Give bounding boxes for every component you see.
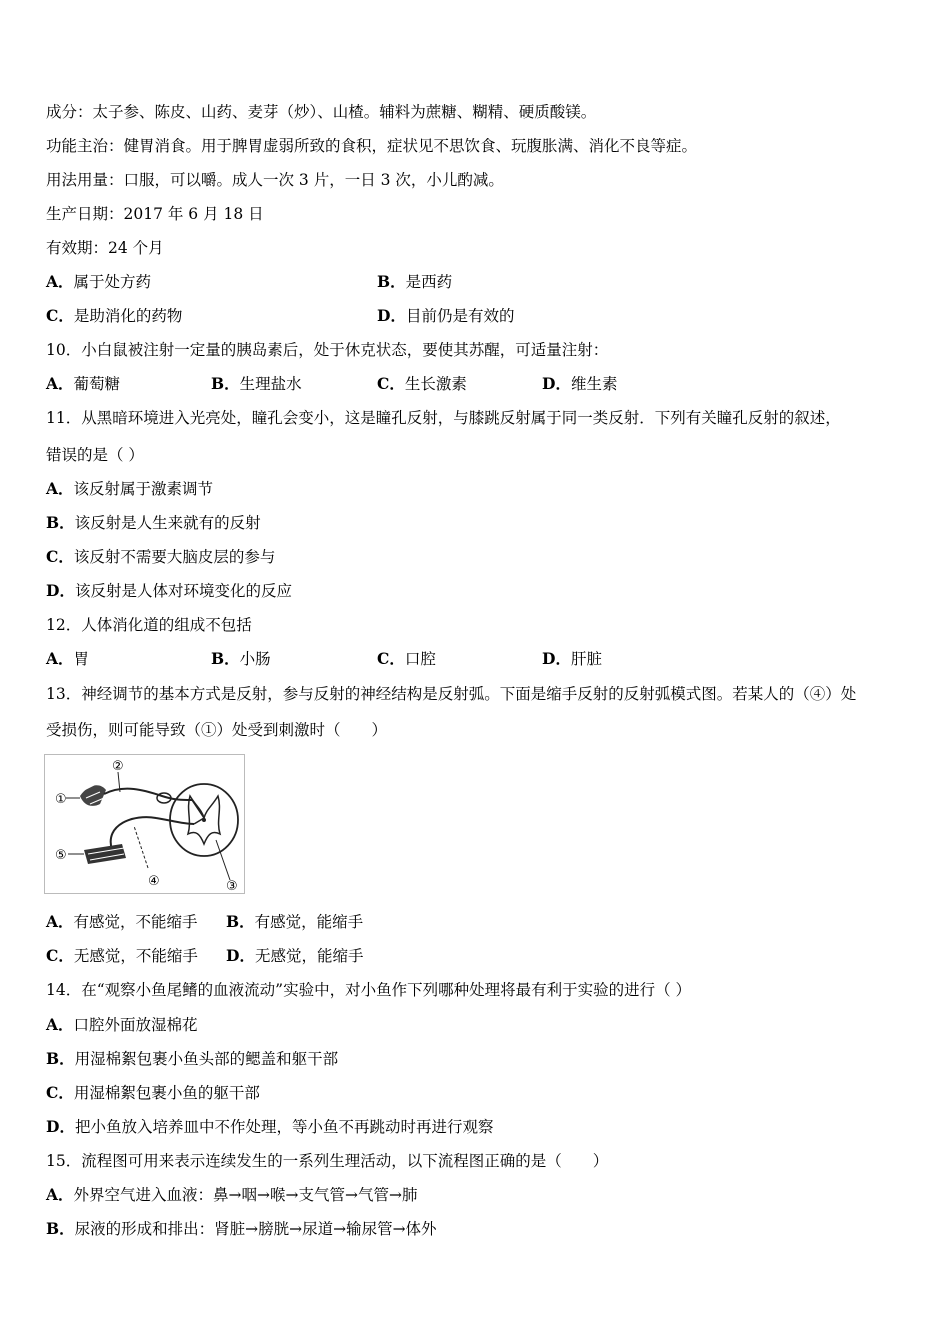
option-a: A．胃: [46, 649, 90, 668]
figure-label-5: ⑤: [55, 848, 67, 863]
question-11-stem-cont: 错误的是（ ）: [46, 446, 144, 464]
figure-label-4: ④: [148, 874, 160, 889]
figure-label-2: ②: [112, 759, 124, 774]
option-a: A．葡萄糖: [46, 374, 121, 393]
drug-validity: 有效期：24 个月: [46, 239, 164, 257]
option-c: C．生长激素: [377, 374, 467, 393]
option-b: B．生理盐水: [211, 374, 302, 393]
figure-label-1: ①: [55, 792, 67, 807]
figure-label-3: ③: [226, 879, 238, 894]
option-a: A．属于处方药: [46, 272, 152, 291]
option-d: D．把小鱼放入培养皿中不作处理，等小鱼不再跳动时再进行观察: [46, 1117, 494, 1136]
option-a: A．该反射属于激素调节: [46, 479, 214, 498]
question-11-stem: 11．从黑暗环境进入光亮处，瞳孔会变小，这是瞳孔反射，与膝跳反射属于同一类反射．下列有关瞳孔反射的叙述，: [46, 409, 841, 427]
option-b: B．该反射是人生来就有的反射: [46, 513, 261, 532]
option-b: B．是西药: [377, 272, 453, 291]
option-b: B．小肠: [211, 649, 271, 668]
question-10-stem: 10．小白鼠被注射一定量的胰岛素后，处于休克状态，要使其苏醒，可适量注射：: [46, 341, 609, 359]
question-14-stem: 14．在“观察小鱼尾鳍的血液流动”实验中，对小鱼作下列哪种处理将最有利于实验的进行（ ）: [46, 981, 692, 999]
option-a: A．有感觉，不能缩手: [46, 912, 198, 931]
question-13-stem-cont: 受损伤，则可能导致（①）处受到刺激时（ ）: [46, 721, 388, 739]
question-13-stem: 13．神经调节的基本方式是反射，参与反射的神经结构是反射弧。下面是缩手反射的反射弧模式图。若某人的（④）处: [46, 685, 857, 703]
option-a: A．外界空气进入血液：鼻→咽→喉→支气管→气管→肺: [46, 1185, 418, 1204]
option-d: D．维生素: [542, 374, 618, 393]
option-d: D．无感觉，能缩手: [226, 946, 364, 965]
option-b: B．有感觉，能缩手: [226, 912, 364, 931]
option-c: C．用湿棉絮包裹小鱼的躯干部: [46, 1083, 260, 1102]
drug-ingredients: 成分：太子参、陈皮、山药、麦芽（炒）、山楂。辅料为蔗糖、糊精、硬质酸镁。: [46, 103, 597, 121]
drug-usage: 用法用量：口服，可以嚼。成人一次 3 片，一日 3 次，小儿酌减。: [46, 171, 504, 189]
option-c: C．是助消化的药物: [46, 306, 183, 325]
option-d: D．目前仍是有效的: [377, 306, 515, 325]
option-c: C．口腔: [377, 649, 436, 668]
question-12-stem: 12．人体消化道的组成不包括: [46, 616, 252, 634]
option-b: B．用湿棉絮包裹小鱼头部的鳃盖和躯干部: [46, 1049, 339, 1068]
option-b: B．尿液的形成和排出：肾脏→膀胱→尿道→输尿管→体外: [46, 1219, 437, 1238]
option-c: C．该反射不需要大脑皮层的参与: [46, 547, 276, 566]
option-d: D．肝脏: [542, 649, 602, 668]
option-d: D．该反射是人体对环境变化的反应: [46, 581, 292, 600]
question-15-stem: 15．流程图可用来表示连续发生的一系列生理活动，以下流程图正确的是（ ）: [46, 1152, 609, 1170]
reflex-arc-figure: [44, 754, 245, 894]
option-c: C．无感觉，不能缩手: [46, 946, 198, 965]
drug-function: 功能主治：健胃消食。用于脾胃虚弱所致的食积，症状见不思饮食、玩腹胀满、消化不良等症。: [46, 137, 698, 155]
drug-production-date: 生产日期：2017 年 6 月 18 日: [46, 205, 264, 223]
option-a: A．口腔外面放湿棉花: [46, 1015, 198, 1034]
